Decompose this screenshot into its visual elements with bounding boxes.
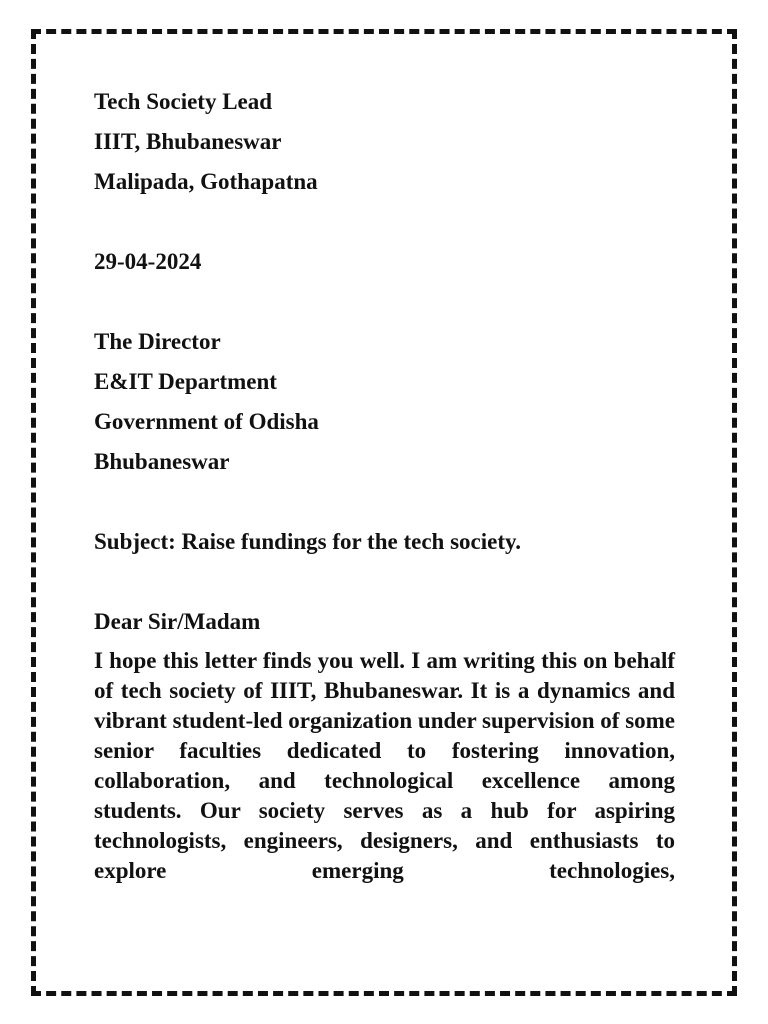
sender-role: Tech Society Lead: [94, 89, 273, 114]
letter-date: 29-04-2024: [94, 249, 202, 274]
letter-body: I hope this letter finds you well. I am writing this on behalf of tech society of IIIT, Bhubaneswar. It is a dynamics and vibrant student-led organization under supervision of some senior faculties dedicated to fostering innovation, collaboration, and technological excellence among students. Our society serves as a hub for aspiring technologists, engineers, designers, and enthusiasts to explore emerging technologies,: [94, 648, 676, 883]
letter-content: [94, 86, 675, 886]
letter-subject: Subject: Raise fundings for the tech society.: [94, 529, 521, 554]
recipient-title: The Director: [94, 329, 221, 354]
salutation: Dear Sir/Madam: [94, 609, 261, 634]
spacer: [94, 286, 675, 326]
recipient-city: Bhubaneswar: [94, 449, 230, 474]
spacer: [94, 486, 675, 526]
recipient-government: Government of Odisha: [94, 409, 319, 434]
sender-institution: IIIT, Bhubaneswar: [94, 129, 282, 154]
sender-address: Malipada, Gothapatna: [94, 169, 318, 194]
spacer: [94, 566, 675, 606]
spacer: [94, 206, 675, 246]
recipient-department: E&IT Department: [94, 369, 277, 394]
